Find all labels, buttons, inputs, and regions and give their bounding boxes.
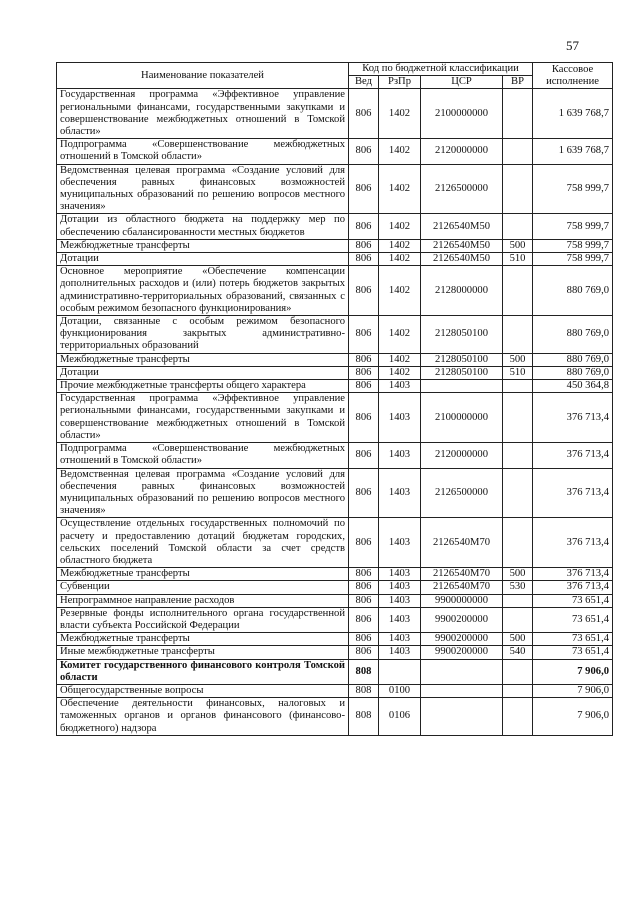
table-row	[57, 581, 613, 594]
row-csr: 2100000000	[421, 89, 503, 139]
row-name: Прочие межбюджетные трансферты общего характера	[57, 380, 349, 393]
row-rzpr: 1403	[379, 443, 421, 468]
row-vr: 500	[503, 353, 533, 366]
row-vr: 500	[503, 568, 533, 581]
row-amount: 7 906,0	[533, 684, 613, 697]
row-vr	[503, 594, 533, 607]
row-vr	[503, 380, 533, 393]
row-vr	[503, 316, 533, 354]
row-csr: 2126540M70	[421, 581, 503, 594]
row-vr	[503, 607, 533, 632]
row-amount: 880 769,0	[533, 353, 613, 366]
row-ved: 806	[349, 581, 379, 594]
row-name: Дотации	[57, 366, 349, 379]
row-csr	[421, 380, 503, 393]
row-vr	[503, 684, 533, 697]
table-row	[57, 266, 613, 316]
table-row	[57, 253, 613, 266]
table-row	[57, 633, 613, 646]
row-rzpr: 0100	[379, 684, 421, 697]
row-csr: 9900200000	[421, 607, 503, 632]
row-amount: 376 713,4	[533, 581, 613, 594]
header-name: Наименование показателей	[57, 63, 349, 89]
row-rzpr: 1403	[379, 393, 421, 443]
row-vr: 540	[503, 646, 533, 659]
table-row	[57, 659, 613, 684]
table-row	[57, 684, 613, 697]
row-amount: 376 713,4	[533, 568, 613, 581]
row-vr: 530	[503, 581, 533, 594]
row-amount: 758 999,7	[533, 214, 613, 239]
row-name: Комитет государственного финансового контроля Томской области	[57, 659, 349, 684]
row-name: Дотации	[57, 253, 349, 266]
row-vr: 500	[503, 239, 533, 252]
table-row	[57, 366, 613, 379]
row-rzpr: 1402	[379, 266, 421, 316]
row-vr	[503, 468, 533, 518]
row-amount: 376 713,4	[533, 393, 613, 443]
row-vr: 510	[503, 366, 533, 379]
row-vr	[503, 214, 533, 239]
row-name: Обеспечение деятельности финансовых, налоговых и таможенных органов и органов финансового (финансово-бюджетного) надзора	[57, 698, 349, 736]
row-name: Межбюджетные трансферты	[57, 239, 349, 252]
row-amount: 758 999,7	[533, 239, 613, 252]
row-csr: 2126540M70	[421, 518, 503, 568]
row-csr: 2120000000	[421, 139, 503, 164]
row-name: Межбюджетные трансферты	[57, 633, 349, 646]
row-vr	[503, 443, 533, 468]
row-name: Дотации, связанные с особым режимом безопасного функционирования закрытых административно-территориальных образований	[57, 316, 349, 354]
row-ved: 806	[349, 468, 379, 518]
row-rzpr: 1402	[379, 139, 421, 164]
row-ved: 806	[349, 164, 379, 214]
table-row	[57, 698, 613, 736]
table-row	[57, 239, 613, 252]
row-name: Иные межбюджетные трансферты	[57, 646, 349, 659]
row-name: Межбюджетные трансферты	[57, 568, 349, 581]
row-vr	[503, 518, 533, 568]
row-rzpr: 1403	[379, 581, 421, 594]
row-rzpr: 1403	[379, 633, 421, 646]
table-body	[57, 89, 613, 735]
row-vr	[503, 393, 533, 443]
row-amount: 450 364,8	[533, 380, 613, 393]
row-vr: 510	[503, 253, 533, 266]
row-ved: 806	[349, 380, 379, 393]
row-amount: 376 713,4	[533, 468, 613, 518]
table-row	[57, 443, 613, 468]
row-amount: 376 713,4	[533, 518, 613, 568]
table-row	[57, 607, 613, 632]
row-csr: 2128050100	[421, 316, 503, 354]
row-rzpr: 1402	[379, 214, 421, 239]
row-name: Субвенции	[57, 581, 349, 594]
row-amount: 880 769,0	[533, 316, 613, 354]
row-csr: 2126540M50	[421, 239, 503, 252]
row-ved: 806	[349, 353, 379, 366]
page-number: 57	[566, 38, 579, 53]
row-vr	[503, 698, 533, 736]
row-csr: 9900200000	[421, 633, 503, 646]
row-csr: 2126540M70	[421, 568, 503, 581]
row-ved: 806	[349, 518, 379, 568]
row-ved: 806	[349, 316, 379, 354]
row-name: Резервные фонды исполнительного органа государственной власти субъекта Российской Федерации	[57, 607, 349, 632]
header-code-group: Код по бюджетной классификации	[349, 63, 533, 76]
row-amount: 73 651,4	[533, 633, 613, 646]
row-rzpr: 1402	[379, 164, 421, 214]
row-name: Подпрограмма «Совершенствование межбюджетных отношений в Томской области»	[57, 443, 349, 468]
row-name: Межбюджетные трансферты	[57, 353, 349, 366]
header-rzpr: РзПр	[379, 76, 421, 89]
table-row	[57, 518, 613, 568]
row-ved: 806	[349, 594, 379, 607]
row-rzpr: 1402	[379, 353, 421, 366]
row-ved: 806	[349, 214, 379, 239]
row-rzpr: 1402	[379, 366, 421, 379]
row-amount: 758 999,7	[533, 164, 613, 214]
row-amount: 880 769,0	[533, 366, 613, 379]
row-csr: 2126540M50	[421, 214, 503, 239]
row-ved: 806	[349, 443, 379, 468]
header-amount: Кассовое исполнение	[533, 63, 613, 89]
row-amount: 1 639 768,7	[533, 139, 613, 164]
row-ved: 806	[349, 253, 379, 266]
row-csr: 2126500000	[421, 164, 503, 214]
row-name: Государственная программа «Эффективное управление региональными финансами, государственными закупками и совершенствование межбюджетных отношений в Томской области»	[57, 393, 349, 443]
row-ved: 806	[349, 646, 379, 659]
row-csr	[421, 698, 503, 736]
table-row	[57, 316, 613, 354]
row-rzpr: 0106	[379, 698, 421, 736]
table-row	[57, 89, 613, 139]
table-row	[57, 164, 613, 214]
table-row	[57, 646, 613, 659]
table-row	[57, 139, 613, 164]
row-ved: 806	[349, 607, 379, 632]
row-ved: 806	[349, 139, 379, 164]
row-name: Общегосударственные вопросы	[57, 684, 349, 697]
row-vr	[503, 659, 533, 684]
row-rzpr: 1402	[379, 239, 421, 252]
row-ved: 806	[349, 393, 379, 443]
row-rzpr: 1403	[379, 646, 421, 659]
row-name: Осуществление отдельных государственных полномочий по расчету и предоставлению дотаций бюджетам городских, сельских поселений Томской области за счет средств областного бюджета	[57, 518, 349, 568]
header-csr: ЦСР	[421, 76, 503, 89]
table-row	[57, 468, 613, 518]
row-amount: 1 639 768,7	[533, 89, 613, 139]
row-name: Непрограммное направление расходов	[57, 594, 349, 607]
row-ved: 806	[349, 633, 379, 646]
row-amount: 880 769,0	[533, 266, 613, 316]
row-rzpr	[379, 659, 421, 684]
row-ved: 806	[349, 568, 379, 581]
row-rzpr: 1403	[379, 568, 421, 581]
row-csr: 2128050100	[421, 366, 503, 379]
row-amount: 73 651,4	[533, 607, 613, 632]
row-amount: 7 906,0	[533, 659, 613, 684]
row-name: Дотации из областного бюджета на поддержку мер по обеспечению сбалансированности местных бюджетов	[57, 214, 349, 239]
row-csr: 9900200000	[421, 646, 503, 659]
row-ved: 808	[349, 684, 379, 697]
row-vr	[503, 266, 533, 316]
row-csr: 2128050100	[421, 353, 503, 366]
row-csr: 2128000000	[421, 266, 503, 316]
row-name: Ведомственная целевая программа «Создание условий для обеспечения равных финансовых возможностей муниципальных образований по решению вопросов местного значения»	[57, 468, 349, 518]
row-ved: 808	[349, 659, 379, 684]
row-vr: 500	[503, 633, 533, 646]
row-amount: 758 999,7	[533, 253, 613, 266]
row-amount: 73 651,4	[533, 646, 613, 659]
row-rzpr: 1402	[379, 316, 421, 354]
row-ved: 808	[349, 698, 379, 736]
row-rzpr: 1403	[379, 594, 421, 607]
row-amount: 376 713,4	[533, 443, 613, 468]
row-name: Подпрограмма «Совершенствование межбюджетных отношений в Томской области»	[57, 139, 349, 164]
row-name: Ведомственная целевая программа «Создание условий для обеспечения равных финансовых возможностей муниципальных образований по решению вопросов местного значения»	[57, 164, 349, 214]
row-rzpr: 1403	[379, 518, 421, 568]
row-rzpr: 1402	[379, 89, 421, 139]
row-amount: 73 651,4	[533, 594, 613, 607]
table-row	[57, 568, 613, 581]
row-name: Государственная программа «Эффективное управление региональными финансами, государственными закупками и совершенствование межбюджетных отношений в Томской области»	[57, 89, 349, 139]
row-csr	[421, 684, 503, 697]
table-row	[57, 353, 613, 366]
table-row	[57, 594, 613, 607]
row-rzpr: 1402	[379, 253, 421, 266]
row-vr	[503, 164, 533, 214]
row-ved: 806	[349, 89, 379, 139]
row-csr: 2100000000	[421, 393, 503, 443]
row-ved: 806	[349, 366, 379, 379]
row-csr	[421, 659, 503, 684]
table-row	[57, 380, 613, 393]
row-csr: 9900000000	[421, 594, 503, 607]
row-rzpr: 1403	[379, 607, 421, 632]
table-row	[57, 214, 613, 239]
header-ved: Вед	[349, 76, 379, 89]
row-csr: 2126540M50	[421, 253, 503, 266]
row-vr	[503, 139, 533, 164]
table-row	[57, 393, 613, 443]
row-rzpr: 1403	[379, 468, 421, 518]
row-name: Основное мероприятие «Обеспечение компенсации дополнительных расходов и (или) потерь бюджетов закрытых административно-территориальных образований, связанных с особым режимом безопасного функционирования»	[57, 266, 349, 316]
budget-table	[56, 62, 613, 736]
header-vr: ВР	[503, 76, 533, 89]
row-vr	[503, 89, 533, 139]
row-csr: 2120000000	[421, 443, 503, 468]
row-amount: 7 906,0	[533, 698, 613, 736]
row-csr: 2126500000	[421, 468, 503, 518]
row-ved: 806	[349, 266, 379, 316]
row-ved: 806	[349, 239, 379, 252]
row-rzpr: 1403	[379, 380, 421, 393]
